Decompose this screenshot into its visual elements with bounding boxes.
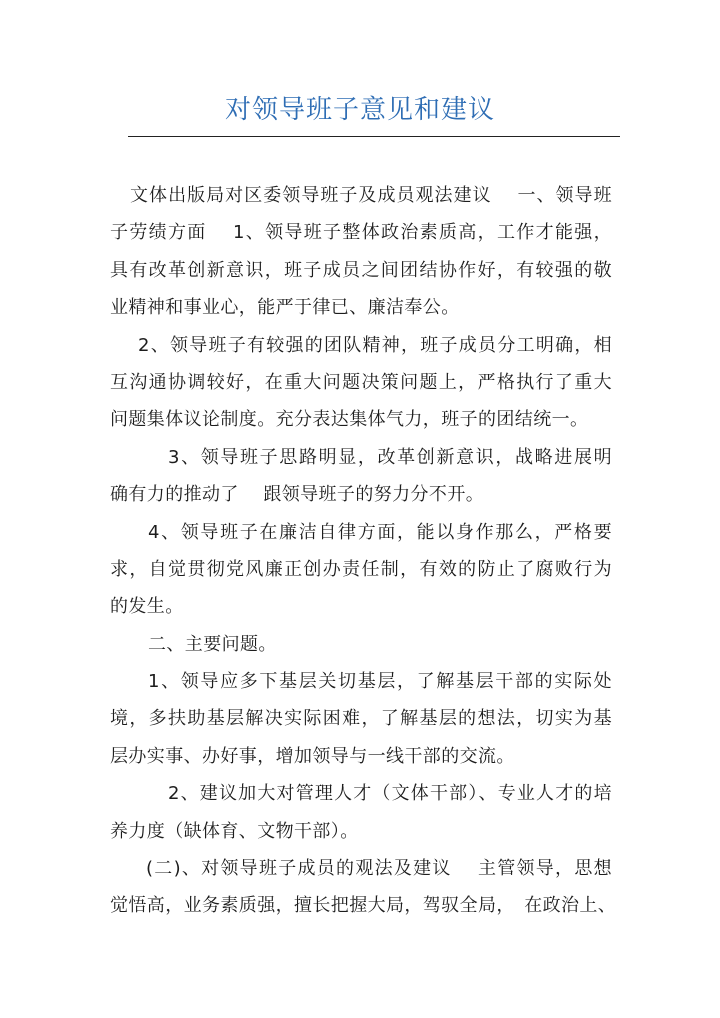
body-line: 境，多扶助基层解决实际困难，了解基层的想法，切实为基 (110, 708, 612, 730)
body-line: 文体出版局对区委领导班子及成员观法建议 一、领导班 (130, 185, 612, 206)
body-line: 2、领导班子有较强的团队精神，班子成员分工明确，相 (138, 334, 612, 356)
body-line: 业精神和事业心，能严于律已、廉洁奉公。 (110, 297, 460, 319)
document-title: 对领导班子意见和建议 (224, 95, 495, 125)
body-line: 3、领导班子思路明显，改革创新意识，战略进展明 (168, 446, 612, 468)
document-body (110, 177, 617, 925)
body-line: 2、建议加大对管理人才（文体干部）、专业人才的培 (168, 783, 612, 805)
body-line: 4、领导班子在廉洁自律方面，能以身作那么，严格要 (148, 521, 612, 543)
body-line: (二)、对领导班子成员的观法及建议 主管领导，思想 (146, 858, 612, 880)
body-line: 子劳绩方面 1、领导班子整体政治素质高，工作才能强， (110, 222, 612, 244)
body-line: 养力度（缺体育、文物干部）。 (110, 820, 359, 842)
body-line: 觉悟高，业务素质强，擅长把握大局，驾驭全局， 在政治上、 (110, 895, 617, 917)
body-line: 问题集体议论制度。充分表达集体气力，班子的团结统一。 (110, 409, 589, 431)
body-line: 的发生。 (110, 596, 184, 618)
body-line: 二、主要问题。 (148, 633, 277, 655)
body-line: 确有力的推动了 跟领导班子的努力分不开。 (110, 484, 485, 506)
title-underline (128, 136, 620, 137)
body-line: 求，自觉贯彻党风廉正创办责任制，有效的防止了腐败行为 (110, 558, 612, 580)
body-line: 互沟通协调较好，在重大问题决策问题上，严格执行了重大 (110, 371, 612, 393)
body-line: 1、领导应多下基层关切基层，了解基层干部的实际处 (148, 671, 612, 693)
body-line: 具有改革创新意识，班子成员之间团结协作好，有较强的敬 (110, 259, 612, 281)
body-line: 层办实事、办好事，增加领导与一线干部的交流。 (110, 745, 515, 767)
